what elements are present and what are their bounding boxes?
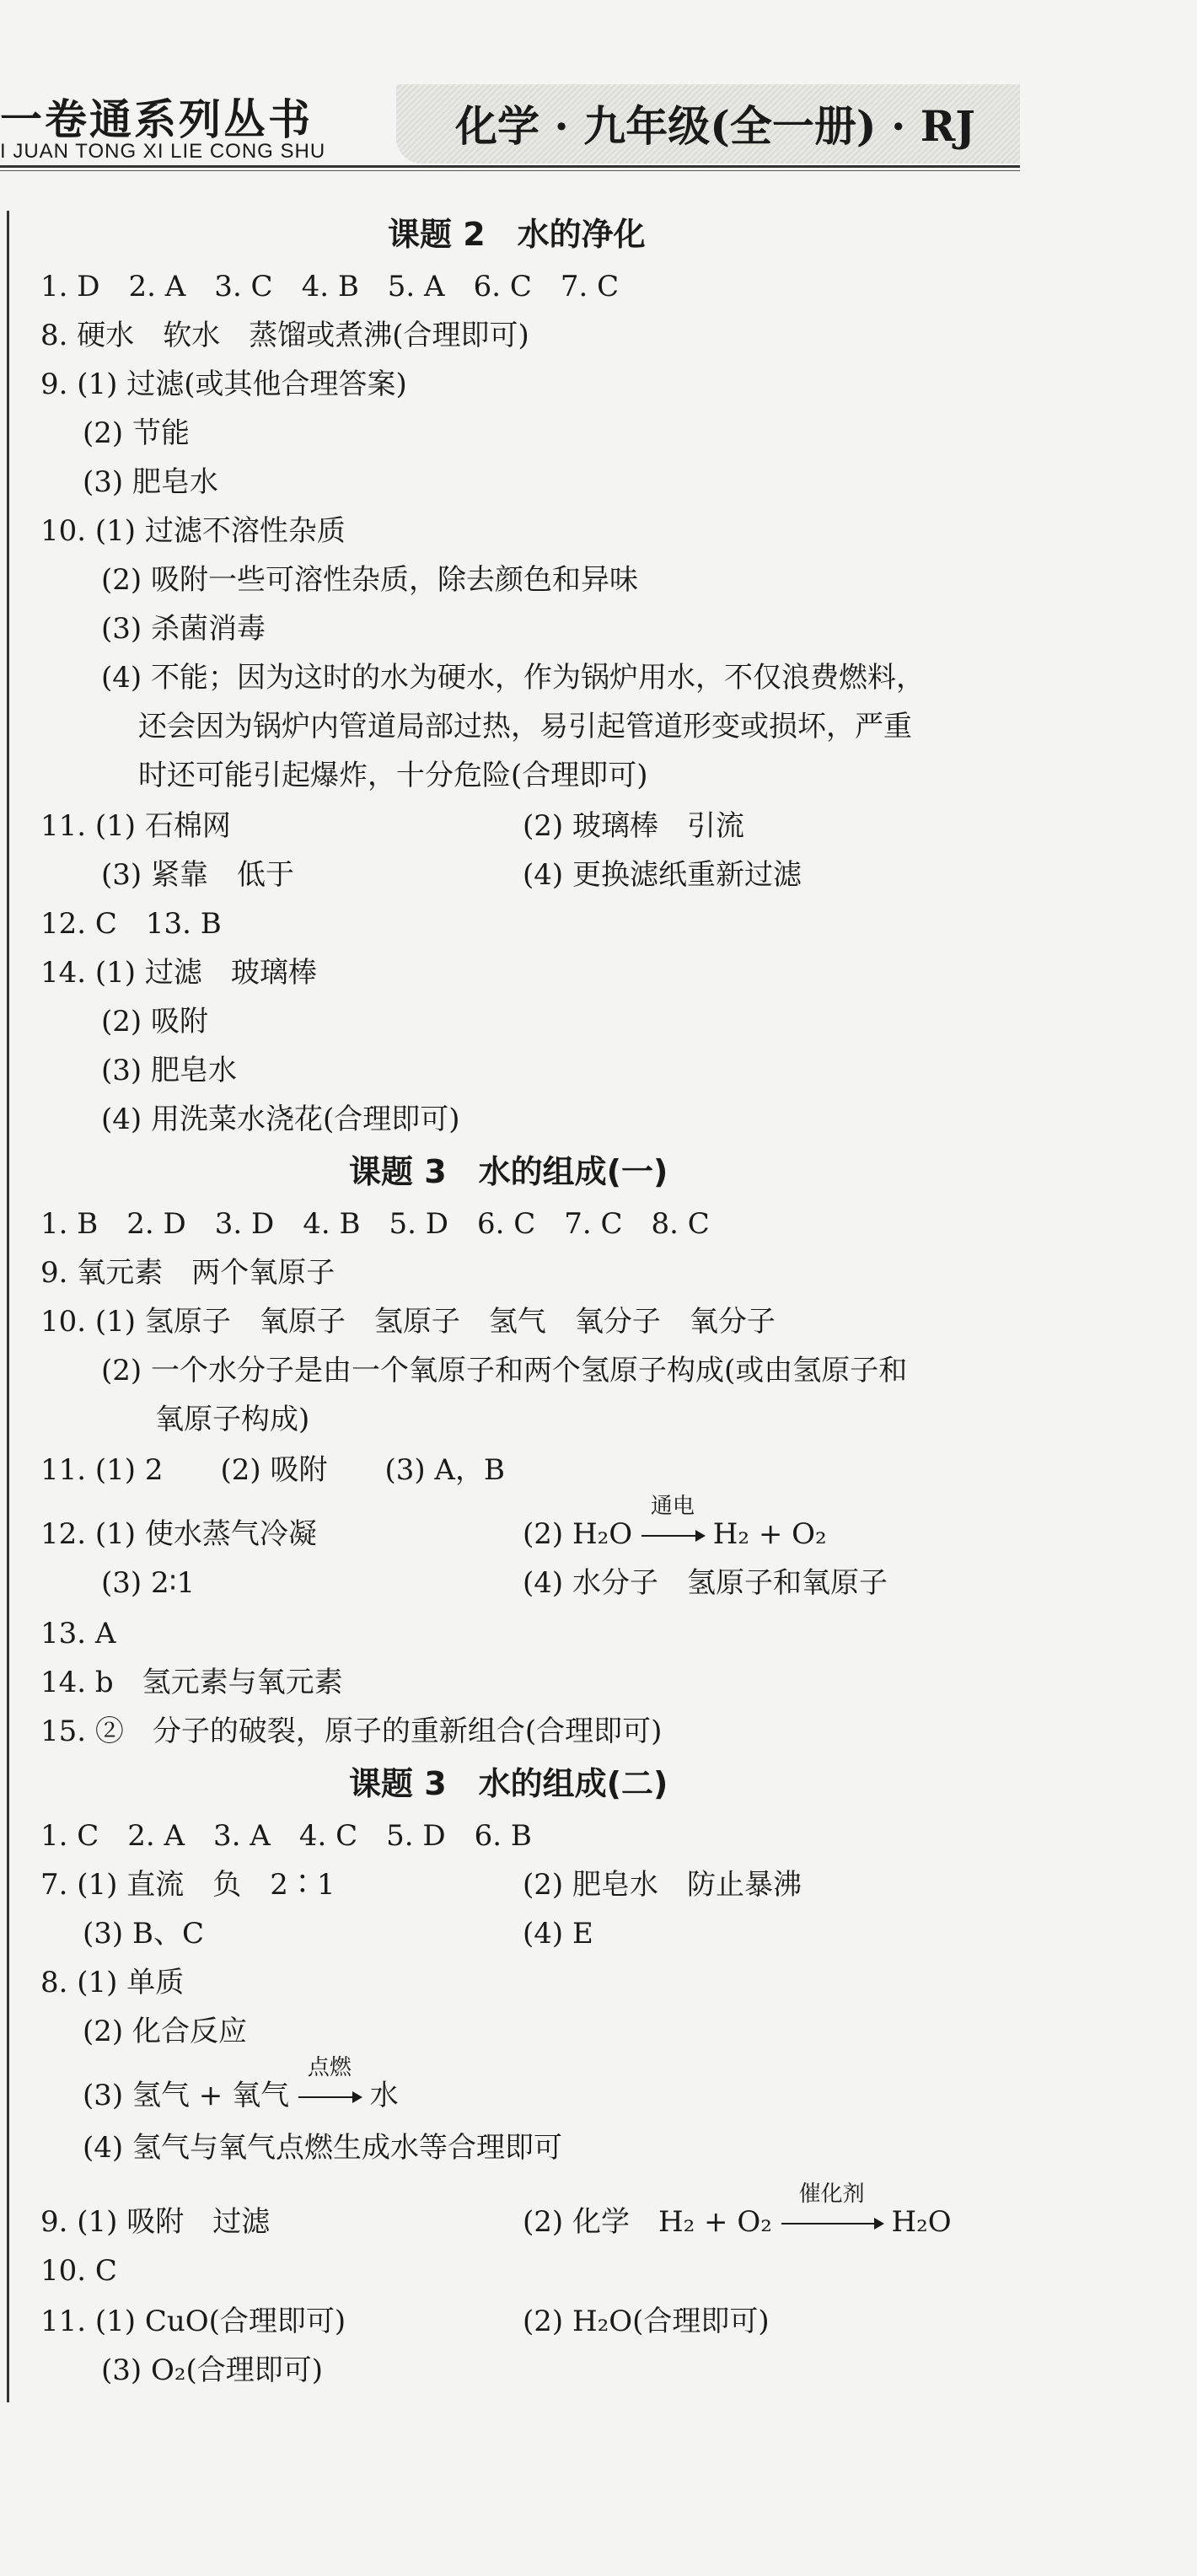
answer-line: 8. 硬水 软水 蒸馏或煮沸(合理即可) bbox=[40, 319, 529, 352]
answer-line: (2) 玻璃棒 引流 bbox=[523, 809, 744, 843]
answer-line: (4) 氢气与氧气点燃生成水等合理即可 bbox=[83, 2131, 562, 2165]
answer-line: 8. (1) 单质 bbox=[40, 1966, 185, 1999]
answer-line: 14. b 氢元素与氧元素 bbox=[40, 1666, 343, 1699]
equation-q9-2 bbox=[523, 2182, 952, 2239]
answer-line: 时还可能引起爆炸，十分危险(合理即可) bbox=[138, 759, 648, 792]
section-heading: 课题 3 水的组成(二) bbox=[349, 1765, 668, 1802]
equation-suffix: H₂O bbox=[891, 2205, 952, 2239]
answer-line: 12. C 13. B bbox=[40, 907, 222, 941]
answer-line: (3) 2∶1 bbox=[101, 1566, 196, 1600]
answer-line: 氧原子构成) bbox=[155, 1403, 310, 1436]
answer-line: (4) 用洗菜水浇花(合理即可) bbox=[101, 1103, 460, 1136]
answer-line: 10. (1) 氢原子 氧原子 氢原子 氢气 氧分子 氧分子 bbox=[40, 1305, 776, 1339]
equation-prefix: (3) 氢气 + 氧气 bbox=[83, 2079, 290, 2112]
answer-line: (2) H₂O(合理即可) bbox=[523, 2305, 770, 2338]
answer-line: 1. B 2. D 3. D 4. B 5. D 6. C 7. C 8. C bbox=[40, 1207, 710, 1241]
section-heading: 课题 3 水的组成(一) bbox=[349, 1153, 668, 1190]
answer-line: (2) 一个水分子是由一个氧原子和两个氢原子构成(或由氢原子和 bbox=[101, 1354, 908, 1387]
equation-suffix: H₂ + O₂ bbox=[712, 1517, 827, 1551]
reaction-arrow bbox=[298, 2055, 361, 2112]
answer-line: (3) 肥皂水 bbox=[83, 465, 218, 499]
equation-prefix: (2) 化学 H₂ + O₂ bbox=[523, 2205, 772, 2239]
reaction-condition: 通电 bbox=[650, 1494, 695, 1519]
answer-line: 12. (1) 使水蒸气冷凝 bbox=[40, 1517, 317, 1551]
answer-line: (4) 更换滤纸重新过滤 bbox=[523, 858, 802, 892]
equation-suffix: 水 bbox=[369, 2079, 399, 2112]
answer-line: 9. (1) 吸附 过滤 bbox=[40, 2205, 271, 2239]
answer-line: 1. D 2. A 3. C 4. B 5. A 6. C 7. C bbox=[40, 270, 620, 303]
answer-line: (3) B、C bbox=[83, 1917, 204, 1951]
answer-line: 11. (1) 2 (2) 吸附 (3) A，B bbox=[40, 1453, 505, 1487]
reaction-condition: 点燃 bbox=[307, 2055, 352, 2080]
equation-q12-2 bbox=[523, 1494, 827, 1551]
answer-line: 还会因为锅炉内管道局部过热，易引起管道形变或损坏，严重 bbox=[138, 710, 912, 743]
series-title: 一卷通系列丛书 bbox=[0, 95, 313, 144]
section-heading: 课题 2 水的净化 bbox=[388, 216, 646, 253]
answer-line: (2) 节能 bbox=[83, 416, 190, 450]
answer-line: (3) 杀菌消毒 bbox=[101, 612, 266, 646]
answer-line: 7. (1) 直流 负 2∶1 bbox=[40, 1868, 335, 1902]
answer-line: 13. A bbox=[40, 1617, 116, 1650]
book-title: 化学 · 九年级(全一册) · RJ bbox=[455, 101, 975, 151]
equation-q8-3 bbox=[83, 2055, 399, 2112]
answer-line: (4) 水分子 氢原子和氧原子 bbox=[523, 1566, 888, 1600]
series-pinyin: I JUAN TONG XI LIE CONG SHU bbox=[0, 140, 326, 163]
answer-line: 15. ② 分子的破裂，原子的重新组合(合理即可) bbox=[40, 1715, 663, 1748]
answer-line: 11. (1) 石棉网 bbox=[40, 809, 231, 843]
answer-line: (2) 吸附一些可溶性杂质，除去颜色和异味 bbox=[101, 563, 638, 597]
answer-line: 9. 氧元素 两个氧原子 bbox=[40, 1256, 335, 1290]
answer-line: (3) 肥皂水 bbox=[101, 1054, 237, 1087]
answer-line: 1. C 2. A 3. A 4. C 5. D 6. B bbox=[40, 1819, 532, 1853]
answer-line: 10. C bbox=[40, 2254, 117, 2288]
answer-line: (4) 不能；因为这时的水为硬水，作为锅炉用水，不仅浪费燃料， bbox=[101, 661, 925, 695]
answer-line: (4) E bbox=[523, 1917, 593, 1951]
answer-line: (2) 吸附 bbox=[101, 1005, 208, 1038]
answer-line: 14. (1) 过滤 玻璃棒 bbox=[40, 956, 317, 990]
answer-line: (3) O₂(合理即可) bbox=[101, 2353, 324, 2387]
answer-line: (2) 肥皂水 防止暴沸 bbox=[523, 1868, 802, 1902]
equation-prefix: (2) H₂O bbox=[523, 1517, 633, 1551]
reaction-condition: 催化剂 bbox=[798, 2182, 865, 2207]
reaction-arrow bbox=[641, 1494, 704, 1551]
answer-line: 11. (1) CuO(合理即可) bbox=[40, 2305, 346, 2338]
answer-line: (3) 紧靠 低于 bbox=[101, 858, 294, 892]
answer-line: 10. (1) 过滤不溶性杂质 bbox=[40, 514, 346, 548]
answer-line: 9. (1) 过滤(或其他合理答案) bbox=[40, 368, 407, 401]
reaction-arrow bbox=[781, 2182, 883, 2239]
answer-line: (2) 化合反应 bbox=[83, 2015, 247, 2048]
